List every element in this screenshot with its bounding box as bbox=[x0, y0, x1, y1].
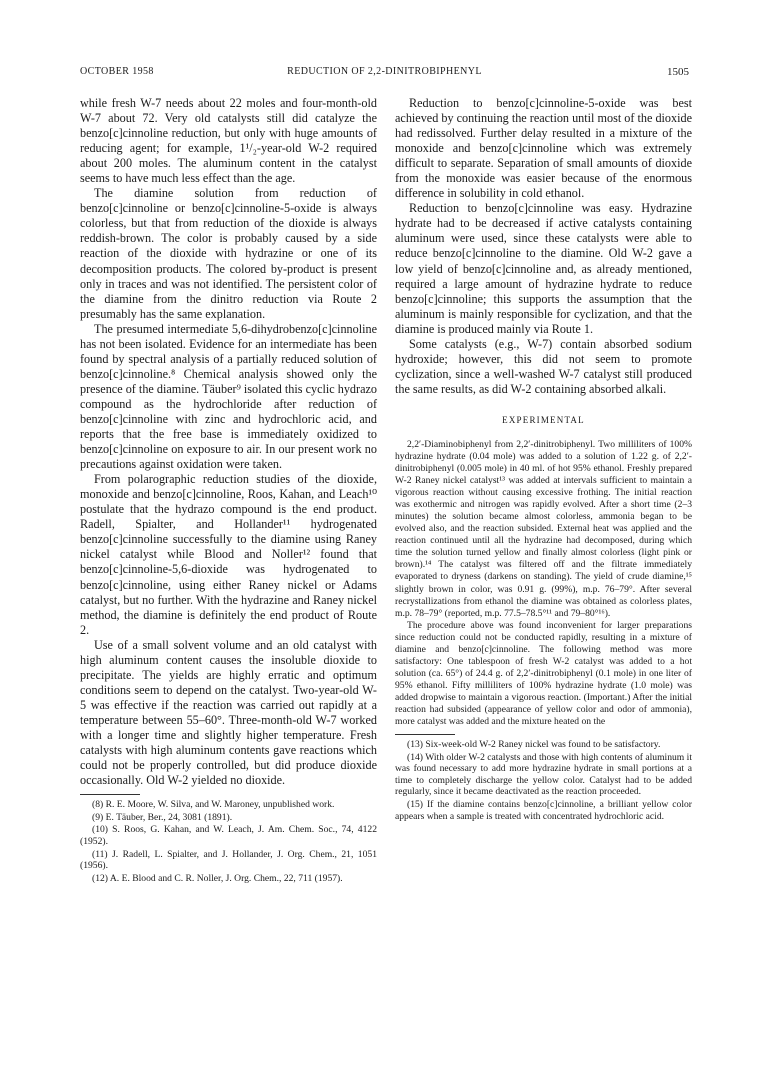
body-paragraph: The presumed intermediate 5,6-dihydrobenzo[c]cinnoline has not been isolated. Evidence for an intermediate has been found by spectral analysis of a partially reduced solution of benzo[c]cinnoline.⁸ Chemical analysis showed only the presence of the diamine. Täuber⁹ isolated this cyclic hydrazo compound as the hydrochloride after reduction of benzo[c]cinnoline with zinc and hydrochloric acid, and reports that the free base is immediately oxidized to benzo[c]cinnoline on exposure to air. In our present work no precautions against oxidation were taken. bbox=[80, 321, 377, 472]
footnote: (14) With older W-2 catalysts and those with high contents of aluminum it was found necessary to add more hydrazine hydrate in small portions at a time to completely discharge the yellow color. Catalyst had to be added regularly, since it became deactivated as the reaction proceeded. bbox=[395, 751, 692, 798]
experimental-paragraph: The procedure above was found inconvenient for larger preparations since reduction could not be conducted rapidly, resulting in a mixture of diamine and benzo[c]cinnoline. The following method was more satisfactory: One tablespoon of fresh W-2 catalyst was added to a hot solution (ca. 65°) of 24.4 g. of 2,2′-dinitrobiphenyl (0.1 mole) in one liter of 95% ethanol. Fifty milliliters of 100% hydrazine hydrate (1.0 mole) was added dropwise to maintain a vigorous reaction. (Important.) After the initial reaction had subsided (appearance of yellow color and odor of ammonia), more catalyst was added and the mixture heated on the bbox=[395, 619, 692, 728]
body-paragraph: Use of a small solvent volume and an old catalyst with high aluminum content causes the insoluble dioxide to precipitate. The yields are highly erratic and optimum conditions seem to depend on the catalyst. Two-year-old W-5 was effective if the reaction was carried out rapidly at a temperature between 55–60°. Three-month-old W-7 worked with a longer time and slightly higher temperature. Fresh catalysts with high aluminum contents gave reactions which could not be properly controlled, but did produce dioxide occasionally. Old W-2 yielded no dioxide. bbox=[80, 637, 377, 788]
body-paragraph: The diamine solution from reduction of benzo[c]cinnoline or benzo[c]cinnoline-5-oxide is always colorless, but that from reduction of the dioxide is always reddish-brown. The color is probably caused by a side reaction of the dioxide with hydrazine or one of its decomposition products. The colored by-product is present only in traces and was not identified. The persistent color of the diamine from the dinitro reduction via Route 2 presumably has the same explanation. bbox=[80, 186, 377, 321]
footnote: (11) J. Radell, L. Spialter, and J. Hollander, J. Org. Chem., 21, 1051 (1956). bbox=[80, 848, 377, 872]
body-paragraph: Reduction to benzo[c]cinnoline-5-oxide was best achieved by continuing the reaction until most of the dioxide had redissolved. Further delay resulted in a mixture of the monoxide and benzo[c]cinnoline which was extremely difficult to separate. Separation of small amounts of dioxide from the monoxide was easier because of the enormous difference in solubility in cold ethanol. bbox=[395, 96, 692, 201]
page-number: 1505 bbox=[667, 66, 689, 78]
footnote-divider bbox=[80, 794, 140, 795]
body-paragraph: while fresh W-7 needs about 22 moles and four-month-old W-7 about 72. Very old catalysts still did catalyze the benzo[c]cinnoline reduction, but only with huge amounts of reducing agent; for example, 1¹/₂-year-old W-2 required about 200 moles. The aluminum content in the catalyst seems to have much less effect than the age. bbox=[80, 96, 377, 186]
right-column bbox=[395, 96, 692, 823]
footnote: (15) If the diamine contains benzo[c]cinnoline, a brilliant yellow color appears when a sample is treated with concentrated hydrochloric acid. bbox=[395, 799, 692, 822]
footnote: (12) A. E. Blood and C. R. Noller, J. Org. Chem., 22, 711 (1957). bbox=[92, 872, 343, 884]
footnote-divider bbox=[395, 734, 455, 735]
header-title: REDUCTION OF 2,2-DINITROBIPHENYL bbox=[287, 66, 482, 77]
body-paragraph: Some catalysts (e.g., W-7) contain absorbed sodium hydroxide; however, this did not seem to promote cyclization, since a well-washed W-7 catalyst still produced the same results, as did W-2 containing absorbed alkali. bbox=[395, 336, 692, 396]
running-header bbox=[80, 66, 689, 80]
body-paragraph: Reduction to benzo[c]cinnoline was easy. Hydrazine hydrate had to be decreased if active catalysts containing aluminum were used, since these catalysts were able to reduce benzo[c]cinnoline to the diamine. Old W-2 gave a low yield of benzo[c]cinnoline and, as already mentioned, required a large amount of hydrazine hydrate to reduce benzo[c]cinnoline; this supports the assumption that the aluminum is mainly responsible for cyclization, and that the diamine is produced mainly via Route 1. bbox=[395, 201, 692, 336]
footnote: (13) Six-week-old W-2 Raney nickel was found to be satisfactory. bbox=[407, 739, 661, 751]
section-heading-experimental: EXPERIMENTAL bbox=[502, 414, 585, 425]
experimental-paragraph: 2,2′-Diaminobiphenyl from 2,2′-dinitrobiphenyl. Two milliliters of 100% hydrazine hydrate (0.04 mole) was added to a solution of 1.22 g. of 2,2′-dinitrobiphenyl (0.005 mole) in 40 ml. of hot 95% ethanol. Freshly prepared W-2 Raney nickel catalyst¹³ was added at intervals sufficient to maintain a vigorous reaction without causing excessive frothing. The initial reaction was exothermic and nitrogen was rapidly evolved. After a short time (2–3 minutes) the solution became almost colorless, ammonia began to be evolved also, and the reaction subsided. External heat was applied and the reaction continued until all the hydrazine had decomposed, during which time the solution turned yellow and finally almost colorless (light pink or brown).¹⁴ The catalyst was filtered off and the filtrate immediately evaporated to dryness (darkens on standing). The yield of crude diamine,¹⁵ slightly brown in color, was 0.91 g. (99%), m.p. 76–79°. After several recrystallizations from ethanol the diamine was obtained as colorless plates, m.p. 78–79° (reported, m.p. 77.5–78.5°¹¹ and 79–80°¹⁶). bbox=[395, 438, 692, 619]
footnote: (9) E. Täuber, Ber., 24, 3081 (1891). bbox=[92, 811, 233, 823]
body-paragraph: From polarographic reduction studies of the dioxide, monoxide and benzo[c]cinnoline, Roos, Kahan, and Leach¹⁰ postulate that the hydrazo compound is the end product. Radell, Spialter, and Hollander¹¹ hydrogenated benzo[c]cinnoline successfully to the diamine using Raney nickel catalyst while Blood and Noller¹² found that benzo[c]cinnoline-5,6-dioxide was hydrogenated to benzo[c]cinnoline, using either Raney nickel or Adams catalyst, but no further. With the hydrazine and Raney nickel method, the diamine is definitely the end product of Route 2. bbox=[80, 472, 377, 637]
footnote: (10) S. Roos, G. Kahan, and W. Leach, J. Am. Chem. Soc., 74, 4122 (1952). bbox=[80, 824, 377, 847]
footnote: (8) R. E. Moore, W. Silva, and W. Maroney, unpublished work. bbox=[92, 799, 335, 811]
left-column bbox=[80, 96, 377, 885]
header-date: OCTOBER 1958 bbox=[80, 66, 154, 77]
